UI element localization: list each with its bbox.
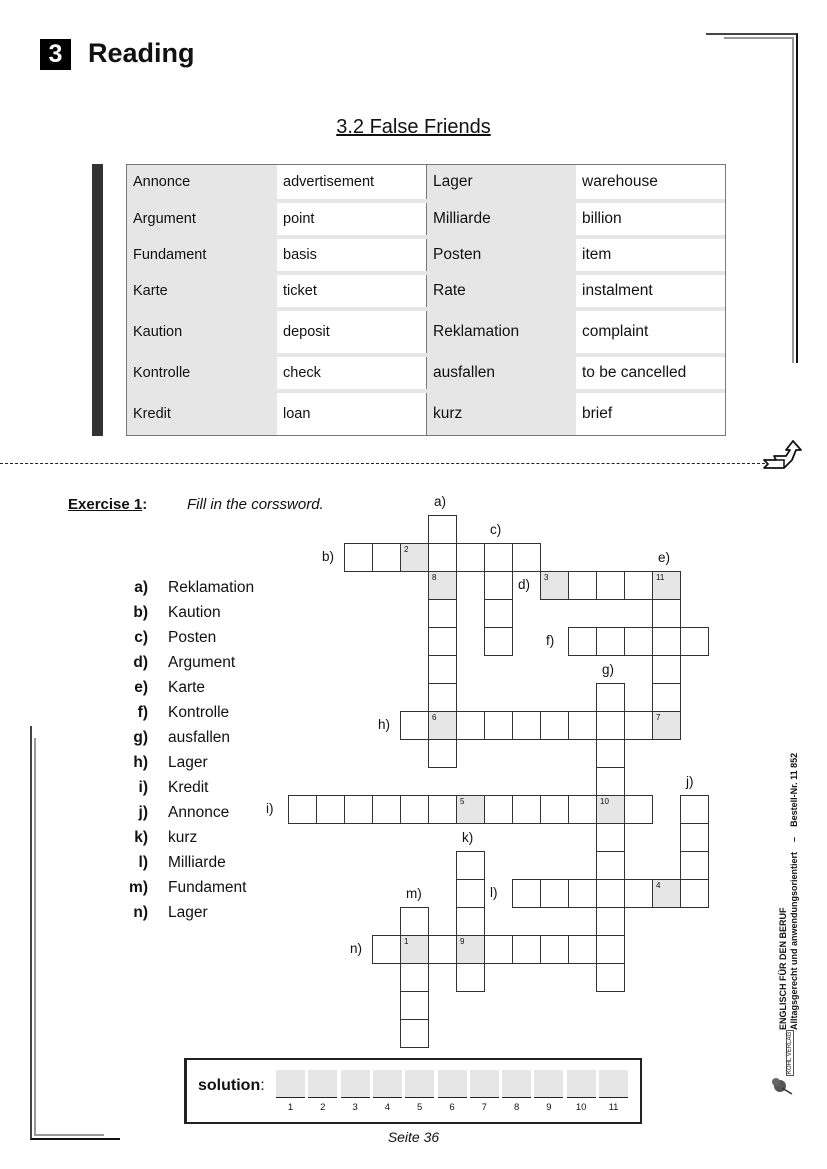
crossword-word-label: b) <box>322 549 335 564</box>
solution-slot[interactable] <box>438 1070 467 1098</box>
crossword-cell[interactable] <box>428 515 457 544</box>
table-cell-english: basis <box>277 239 426 271</box>
cell-number: 8 <box>432 573 437 582</box>
clue-word: kurz <box>168 829 198 846</box>
table-cell-english: ticket <box>277 275 426 307</box>
corner-frame-top-right-inner <box>724 37 794 363</box>
crossword-cell[interactable] <box>568 627 597 656</box>
crossword-word-label: d) <box>518 577 531 592</box>
crossword-cell[interactable] <box>540 711 569 740</box>
clue-word: Lager <box>168 904 208 921</box>
table-row <box>127 203 725 235</box>
clue-letter: g) <box>133 729 148 746</box>
clue-letter: b) <box>133 604 148 621</box>
solution-slot[interactable] <box>308 1070 337 1098</box>
crossword-cell-numbered[interactable] <box>428 711 457 740</box>
vocabulary-table <box>126 164 726 436</box>
chapter-number-badge: 3 <box>40 39 71 70</box>
series-title: ENGLISCH FÜR DEN BERUF <box>778 907 788 1030</box>
crossword-cell[interactable] <box>484 935 513 964</box>
crossword-cell[interactable] <box>400 795 429 824</box>
crossword-cell[interactable] <box>680 851 709 880</box>
crossword-cell[interactable] <box>624 879 653 908</box>
crossword-cell[interactable] <box>652 599 681 628</box>
solution-slot-number: 3 <box>352 1102 358 1113</box>
clue-letter: c) <box>134 629 148 646</box>
solution-slot-number: 2 <box>320 1102 326 1113</box>
solution-slot[interactable] <box>567 1070 596 1098</box>
table-cell-english: advertisement <box>277 165 426 199</box>
cell-number: 5 <box>460 797 465 806</box>
crossword-cell-numbered[interactable] <box>540 571 569 600</box>
crossword-cell[interactable] <box>512 879 541 908</box>
crossword-cell[interactable] <box>484 599 513 628</box>
crossword-cell[interactable] <box>680 823 709 852</box>
crossword-cell-numbered[interactable] <box>456 935 485 964</box>
crossword-cell[interactable] <box>596 571 625 600</box>
crossword-cell[interactable] <box>428 935 457 964</box>
exercise-label <box>68 496 147 513</box>
table-cell-german: Annonce <box>127 165 277 199</box>
crossword-word-label: k) <box>462 830 474 845</box>
clue-letter: h) <box>133 754 148 771</box>
chapter-title: Reading <box>88 38 195 68</box>
crossword-cell[interactable] <box>316 795 345 824</box>
crossword-cell[interactable] <box>652 655 681 684</box>
table-cell-german2: Reklamation <box>426 311 576 353</box>
crossword-cell[interactable] <box>596 935 625 964</box>
crossword-cell[interactable] <box>428 543 457 572</box>
table-cell-english2: warehouse <box>576 165 725 199</box>
crossword-cell[interactable] <box>512 795 541 824</box>
table-cell-english2: brief <box>576 393 725 435</box>
crossword-cell[interactable] <box>344 795 373 824</box>
table-cell-english: deposit <box>277 311 426 353</box>
crossword-cell[interactable] <box>484 571 513 600</box>
table-cell-english2: item <box>576 239 725 271</box>
crossword-cell[interactable] <box>568 795 597 824</box>
crossword-cell[interactable] <box>400 1019 429 1048</box>
crossword-cell[interactable] <box>680 627 709 656</box>
table-row <box>127 357 725 389</box>
table-row <box>127 239 725 271</box>
crossword-cell-numbered[interactable] <box>456 795 485 824</box>
clue-letter: a) <box>134 579 148 596</box>
crossword-cell[interactable] <box>428 627 457 656</box>
solution-slot[interactable] <box>599 1070 628 1098</box>
cell-number: 7 <box>656 713 661 722</box>
clue-word: Kredit <box>168 779 209 796</box>
crossword-cell[interactable] <box>428 655 457 684</box>
series-info <box>778 753 800 1030</box>
solution-label-colon: : <box>260 1077 265 1094</box>
order-number: Bestell-Nr. 11 852 <box>789 752 799 827</box>
crossword-word-label: h) <box>378 717 391 732</box>
crossword-cell[interactable] <box>596 879 625 908</box>
solution-slot[interactable] <box>341 1070 370 1098</box>
crossword-cell[interactable] <box>456 907 485 936</box>
crossword-cell[interactable] <box>540 935 569 964</box>
crossword-cell[interactable] <box>568 879 597 908</box>
crossword-cell[interactable] <box>596 739 625 768</box>
table-cell-german: Karte <box>127 275 277 307</box>
crossword-cell[interactable] <box>428 683 457 712</box>
cell-number: 3 <box>544 573 549 582</box>
solution-slot-number: 10 <box>575 1102 587 1113</box>
crossword-word-label: l) <box>490 885 498 900</box>
crossword-cell[interactable] <box>512 711 541 740</box>
scissors-arrow-icon <box>760 438 804 472</box>
crossword-cell[interactable] <box>372 543 401 572</box>
crossword-cell[interactable] <box>484 711 513 740</box>
crossword-cell-numbered[interactable] <box>652 711 681 740</box>
table-cell-german: Argument <box>127 203 277 235</box>
clue-letter: d) <box>133 654 148 671</box>
clue-letter: l) <box>138 854 148 871</box>
table-side-bar <box>92 164 103 436</box>
crossword-cell-numbered[interactable] <box>428 571 457 600</box>
crossword-cell[interactable] <box>624 711 653 740</box>
table-cell-german: Fundament <box>127 239 277 271</box>
crossword-cell[interactable] <box>680 879 709 908</box>
solution-slot-number: 6 <box>449 1102 455 1113</box>
crossword-word-label: f) <box>546 633 555 648</box>
crossword-cell[interactable] <box>596 963 625 992</box>
crossword-cell[interactable] <box>456 543 485 572</box>
solution-slot[interactable] <box>405 1070 434 1098</box>
crossword-cell[interactable] <box>428 599 457 628</box>
solution-slot-number: 11 <box>608 1102 619 1113</box>
clue-letter: e) <box>134 679 148 696</box>
table-row <box>127 311 725 353</box>
crossword-cell[interactable] <box>680 795 709 824</box>
cell-number: 1 <box>404 937 409 946</box>
table-cell-english: check <box>277 357 426 389</box>
table-row <box>127 165 725 199</box>
clue-letter: f) <box>137 704 148 721</box>
crossword-cell[interactable] <box>372 795 401 824</box>
table-cell-german: Kredit <box>127 393 277 435</box>
crossword-cell[interactable] <box>344 543 373 572</box>
crossword-cell[interactable] <box>568 935 597 964</box>
crossword-cell-numbered[interactable] <box>652 571 681 600</box>
table-cell-german2: kurz <box>426 393 576 435</box>
crossword-cell[interactable] <box>540 795 569 824</box>
cut-line <box>0 463 770 464</box>
table-cell-english2: billion <box>576 203 725 235</box>
solution-slot-number: 1 <box>287 1102 294 1113</box>
solution-slot[interactable] <box>276 1070 305 1098</box>
crossword-cell[interactable] <box>400 907 429 936</box>
crossword-cell[interactable] <box>624 795 653 824</box>
crossword-cell-numbered[interactable] <box>400 543 429 572</box>
publisher-logo <box>770 1031 798 1096</box>
crossword-cell[interactable] <box>652 627 681 656</box>
clue-word: Lager <box>168 754 208 771</box>
publisher-name: KOHL VERLAG <box>787 1031 793 1074</box>
table-cell-english2: instalment <box>576 275 725 307</box>
exercise-label-text: Exercise 1 <box>68 496 143 513</box>
crossword-cell[interactable] <box>428 739 457 768</box>
crossword-cell[interactable] <box>484 627 513 656</box>
solution-slot[interactable] <box>534 1070 563 1098</box>
solution-slot-number: 7 <box>481 1102 487 1113</box>
clue-word: Karte <box>168 679 206 696</box>
solution-slot[interactable] <box>373 1070 402 1098</box>
solution-slot-number: 5 <box>417 1102 423 1113</box>
table-cell-english2: complaint <box>576 311 725 353</box>
crossword-cell[interactable] <box>596 823 625 852</box>
crossword-cell[interactable] <box>596 907 625 936</box>
crossword-cell[interactable] <box>288 795 317 824</box>
table-cell-german2: Posten <box>426 239 576 271</box>
clue-word: Kaution <box>168 604 221 621</box>
section-title: 3.2 False Friends <box>336 116 491 138</box>
series-separator: – <box>789 836 799 842</box>
crossword-cell[interactable] <box>456 963 485 992</box>
cell-number: 11 <box>656 573 665 582</box>
crossword-cell-numbered[interactable] <box>652 879 681 908</box>
clue-letter: i) <box>138 779 148 796</box>
crossword-cell[interactable] <box>456 851 485 880</box>
cell-number: 9 <box>460 937 465 946</box>
crossword-cell[interactable] <box>400 991 429 1020</box>
clue-word: Reklamation <box>168 579 255 596</box>
solution-slot-number: 8 <box>513 1102 520 1113</box>
corner-frame-bottom-left-inner <box>34 738 104 1136</box>
clue-word: Kontrolle <box>168 704 230 721</box>
crossword-cell-numbered[interactable] <box>400 935 429 964</box>
crossword-word-label: a) <box>434 494 447 509</box>
crossword-cell[interactable] <box>540 879 569 908</box>
crossword-cell-numbered[interactable] <box>596 795 625 824</box>
crossword-cell[interactable] <box>624 571 653 600</box>
solution-label <box>198 1077 265 1095</box>
exercise-instruction: Fill in the corssword. <box>187 496 324 513</box>
crossword-cell[interactable] <box>400 711 429 740</box>
cell-number: 2 <box>404 545 409 554</box>
clue-word: Milliarde <box>168 854 226 871</box>
crossword-cell[interactable] <box>456 879 485 908</box>
clue-word: Argument <box>168 654 236 671</box>
crossword-cell[interactable] <box>624 627 653 656</box>
clue-letter: m) <box>129 879 148 896</box>
clue-word: ausfallen <box>168 729 231 746</box>
clue-word: Posten <box>168 629 217 646</box>
clue-letter: n) <box>133 904 148 921</box>
series-subtitle: Alltagsgerecht und anwendungsorientiert <box>789 851 799 1030</box>
crossword-cell[interactable] <box>568 571 597 600</box>
solution-label-text: solution <box>198 1077 261 1094</box>
crossword-cell[interactable] <box>652 683 681 712</box>
table-cell-english2: to be cancelled <box>576 357 725 389</box>
clue-letter: j) <box>138 804 148 821</box>
exercise-label-colon: : <box>142 496 148 513</box>
crossword-word-label: n) <box>350 941 363 956</box>
clue-letter: k) <box>134 829 148 846</box>
crossword-word-label: i) <box>266 801 274 816</box>
crossword-cell[interactable] <box>484 543 513 572</box>
solution-slot-number: 9 <box>546 1102 552 1113</box>
solution-slot-number: 4 <box>384 1102 391 1113</box>
crossword-cell[interactable] <box>596 627 625 656</box>
crossword-cell[interactable] <box>512 935 541 964</box>
table-cell-german2: ausfallen <box>426 357 576 389</box>
clue-word: Annonce <box>168 804 230 821</box>
table-cell-german: Kontrolle <box>127 357 277 389</box>
table-cell-english: point <box>277 203 426 235</box>
crossword-cell[interactable] <box>596 767 625 796</box>
crossword-cell[interactable] <box>568 711 597 740</box>
table-cell-german2: Milliarde <box>426 203 576 235</box>
crossword-cell[interactable] <box>512 543 541 572</box>
table-cell-english: loan <box>277 393 426 435</box>
cell-number: 10 <box>600 797 609 806</box>
crossword-word-label: j) <box>686 774 694 789</box>
table-row <box>127 275 725 307</box>
crossword-word-label: g) <box>602 662 615 677</box>
crossword-word-label: c) <box>490 522 502 537</box>
table-cell-german: Kaution <box>127 311 277 353</box>
crossword-word-label: e) <box>658 550 671 565</box>
table-cell-german2: Rate <box>426 275 576 307</box>
table-cell-german2: Lager <box>426 165 576 199</box>
page-number: Seite 36 <box>387 1129 440 1145</box>
solution-slot[interactable] <box>502 1070 531 1098</box>
cell-number: 6 <box>432 713 437 722</box>
clue-word: Fundament <box>168 879 247 896</box>
crossword-word-label: m) <box>406 886 422 901</box>
crossword-cell[interactable] <box>484 795 513 824</box>
crossword-cell[interactable] <box>428 795 457 824</box>
solution-slot[interactable] <box>470 1070 499 1098</box>
crossword-cell[interactable] <box>400 963 429 992</box>
table-row <box>127 393 725 435</box>
crossword-cell[interactable] <box>456 711 485 740</box>
crossword-cell[interactable] <box>372 935 401 964</box>
cell-number: 4 <box>656 881 661 890</box>
crossword-cell[interactable] <box>596 683 625 712</box>
crossword-cell[interactable] <box>596 851 625 880</box>
crossword-cell[interactable] <box>596 711 625 740</box>
